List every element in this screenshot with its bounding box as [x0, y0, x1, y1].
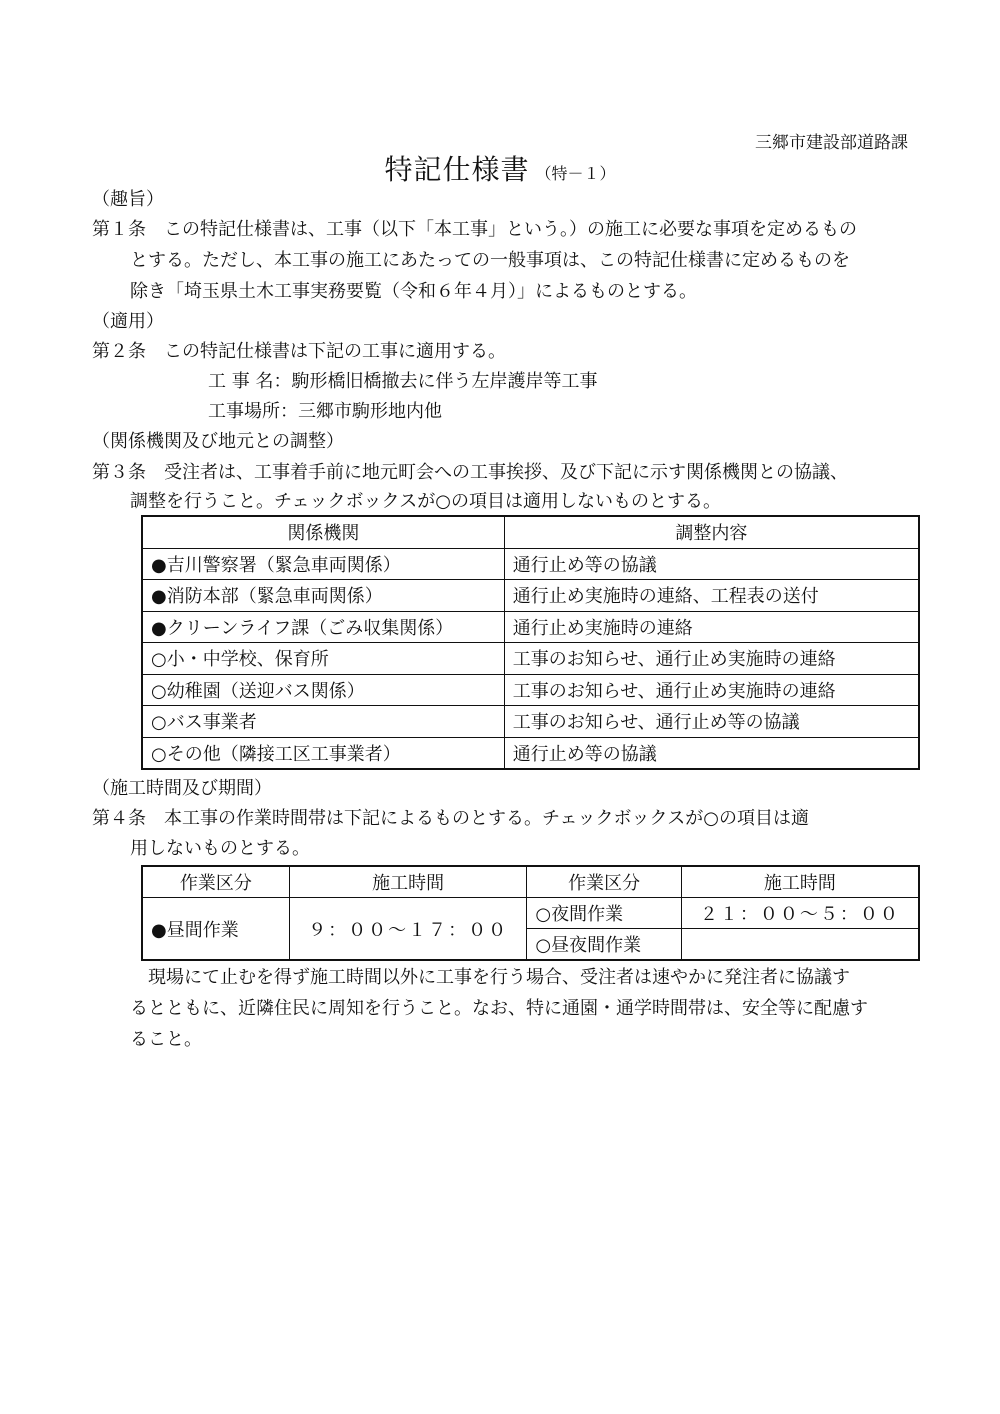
- sec2-line1: 第２条 この特記仕様書は下記の工事に適用する。: [92, 341, 506, 362]
- agency-table-header: [142, 516, 919, 548]
- allday-work-label: ○昼夜間作業: [527, 929, 681, 961]
- header-work-time-2: 施工時間: [681, 866, 919, 898]
- sec4-note1: 現場にて止むを得ず施工時間以外に工事を行う場合、受注者は速やかに発注者に協議す: [148, 967, 850, 988]
- table-row: [142, 737, 919, 769]
- agency-cell: ○幼稚園（送迎バス関係）: [142, 674, 504, 706]
- agency-cell: ○小・中学校、保育所: [142, 643, 504, 675]
- sec3-line2: 調整を行うこと。チェックボックスが○の項目は適用しないものとする。: [130, 491, 721, 512]
- sec2-heading: （適用）: [92, 311, 164, 332]
- content-cell: 工事のお知らせ、通行止め実施時の連絡: [504, 643, 919, 675]
- work-place: 工事場所：三郷市駒形地内他: [208, 401, 442, 422]
- night-work-label: ○夜間作業: [527, 898, 681, 929]
- table-row: [142, 706, 919, 738]
- sec3-heading: （関係機関及び地元との調整）: [92, 431, 344, 452]
- agency-cell: ○その他（隣接工区工事業者）: [142, 737, 504, 769]
- table-row: [142, 611, 919, 643]
- table-row: [142, 580, 919, 612]
- sec4-heading: （施工時間及び期間）: [92, 778, 272, 799]
- sec4-note2: るとともに、近隣住民に周知を行うこと。なお、特に通園・通学時間帯は、安全等に配慮す: [130, 998, 868, 1019]
- agency-table: [141, 515, 920, 770]
- work-name: 工 事 名：駒形橋旧橋撤去に伴う左岸護岸等工事: [208, 371, 598, 392]
- header-content: 調整内容: [504, 516, 919, 548]
- day-work-time: ９：００～１７：００: [289, 898, 527, 961]
- sec4-line1: 第４条 本工事の作業時間帯は下記によるものとする。チェックボックスが○の項目は適: [92, 808, 809, 829]
- agency-cell: ○バス事業者: [142, 706, 504, 738]
- work-hours-header: [142, 866, 919, 898]
- document-title: [0, 148, 1000, 188]
- content-cell: 通行止め実施時の連絡、工程表の送付: [504, 580, 919, 612]
- agency-cell: ●クリーンライフ課（ごみ収集関係）: [142, 611, 504, 643]
- allday-work-time: [681, 929, 919, 961]
- work-hours-table: [141, 865, 920, 961]
- sec1-heading: （趣旨）: [92, 189, 164, 210]
- night-work-time: ２１：００～５：００: [681, 898, 919, 929]
- department-name: 三郷市建設部道路課: [755, 133, 908, 153]
- header-work-time-1: 施工時間: [289, 866, 527, 898]
- title-main: 特記仕様書: [384, 153, 530, 186]
- table-row: [142, 548, 919, 580]
- content-cell: 通行止め実施時の連絡: [504, 611, 919, 643]
- header-agency: 関係機関: [142, 516, 504, 548]
- sec3-line1: 第３条 受注者は、工事着手前に地元町会への工事挨拶、及び下記に示す関係機関との協議、: [92, 462, 848, 483]
- table-row: [142, 643, 919, 675]
- content-cell: 工事のお知らせ、通行止め等の協議: [504, 706, 919, 738]
- title-sub: （特－１）: [535, 164, 616, 183]
- agency-cell: ●消防本部（緊急車両関係）: [142, 580, 504, 612]
- table-row: [142, 674, 919, 706]
- sec4-line2: 用しないものとする。: [130, 838, 310, 859]
- sec1-line3: 除き「埼玉県土木工事実務要覧（令和６年４月）」によるものとする。: [130, 281, 697, 302]
- agency-cell: ●吉川警察署（緊急車両関係）: [142, 548, 504, 580]
- sec1-line1: 第１条 この特記仕様書は、工事（以下「本工事」という。）の施工に必要な事項を定めるもの: [92, 219, 857, 240]
- sec4-note3: ること。: [130, 1029, 202, 1050]
- content-cell: 通行止め等の協議: [504, 737, 919, 769]
- content-cell: 工事のお知らせ、通行止め実施時の連絡: [504, 674, 919, 706]
- day-work-label: ●昼間作業: [142, 898, 289, 961]
- content-cell: 通行止め等の協議: [504, 548, 919, 580]
- sec1-line2: とする。ただし、本工事の施工にあたっての一般事項は、この特記仕様書に定めるものを: [130, 250, 850, 271]
- header-work-type-2: 作業区分: [527, 866, 681, 898]
- table-row: [142, 898, 919, 929]
- header-work-type-1: 作業区分: [142, 866, 289, 898]
